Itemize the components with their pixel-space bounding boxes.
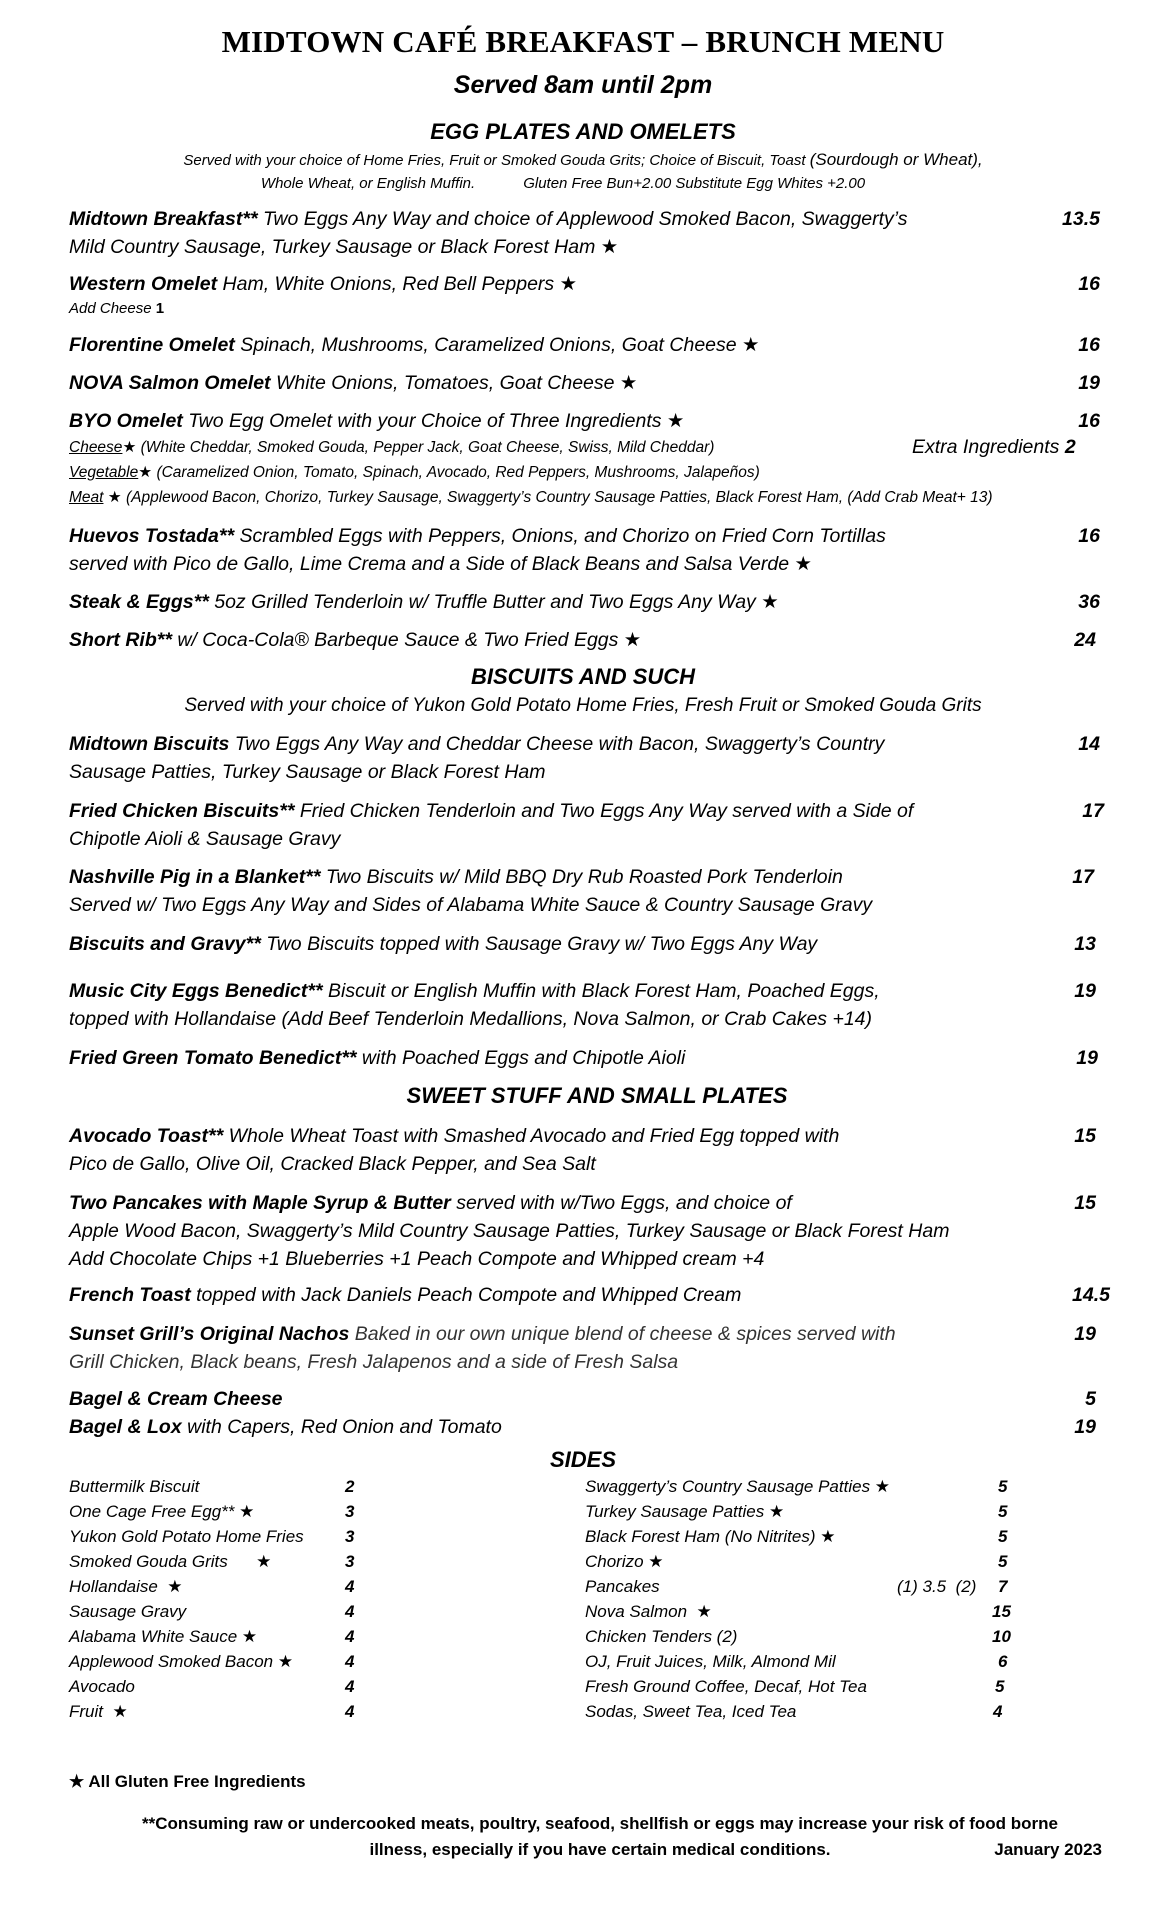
- side-price: 15: [992, 1602, 1011, 1621]
- side-item: Chicken Tenders (2): [585, 1627, 738, 1646]
- side-item: Buttermilk Biscuit: [69, 1477, 200, 1496]
- item-name: Florentine Omelet: [69, 334, 235, 356]
- side-price: 3: [345, 1502, 355, 1521]
- item-price: 24: [1074, 629, 1096, 651]
- menu-item: [69, 522, 1029, 578]
- side-item: Black Forest Ham (No Nitrites) ★: [585, 1527, 836, 1546]
- addon-price: 1: [155, 300, 165, 317]
- item-price: 14.5: [1072, 1284, 1110, 1306]
- item-name: Biscuits and Gravy**: [69, 933, 261, 955]
- byo-cheese-options: [69, 438, 714, 458]
- menu-item: [69, 205, 1029, 261]
- add-cheese-note: [69, 299, 1029, 319]
- menu-item: [69, 1122, 1029, 1178]
- item-desc: topped with Jack Daniels Peach Compote and Whipped Cream: [190, 1284, 742, 1306]
- item-price: 17: [1072, 866, 1094, 888]
- side-item: Fruit ★: [69, 1702, 128, 1721]
- item-price: 5: [1085, 1388, 1096, 1410]
- side-price: 5: [998, 1527, 1008, 1546]
- disclaimer-line: illness, especially if you have certain medical conditions.: [369, 1840, 831, 1859]
- item-desc: Chipotle Aioli & Sausage Gravy: [69, 828, 341, 850]
- menu-item: [69, 1189, 1029, 1273]
- gluten-free-note: ★ All Gluten Free Ingredients: [69, 1772, 306, 1791]
- item-desc: with Poached Eggs and Chipotle Aioli: [356, 1047, 686, 1069]
- side-item: Avocado: [69, 1677, 135, 1696]
- item-name: NOVA Salmon Omelet: [69, 372, 271, 394]
- section-title-egg-plates: EGG PLATES AND OMELETS: [430, 119, 736, 144]
- item-name: Bagel & Cream Cheese: [69, 1388, 283, 1410]
- menu-item: [69, 1385, 1029, 1413]
- side-item: Applewood Smoked Bacon ★: [69, 1652, 294, 1671]
- item-name: Short Rib**: [69, 629, 172, 651]
- item-price: 15: [1074, 1192, 1096, 1214]
- menu-item: [69, 730, 1029, 786]
- side-item: Nova Salmon ★: [585, 1602, 712, 1621]
- item-desc: Two Biscuits w/ Mild BBQ Dry Rub Roasted Pork Tenderloin: [320, 866, 843, 888]
- side-item: Chorizo ★: [585, 1552, 664, 1571]
- item-price: 19: [1078, 372, 1100, 394]
- side-price: 4: [993, 1702, 1003, 1721]
- menu-item: [69, 588, 1029, 616]
- egg-plates-note-part: Gluten Free Bun+2.00 Substitute Egg Whites +2.00: [523, 175, 866, 192]
- raw-food-disclaimer: [100, 1811, 1100, 1863]
- side-price: 5: [998, 1502, 1008, 1521]
- served-hours: Served 8am until 2pm: [453, 71, 713, 99]
- menu-item: [69, 1044, 1029, 1072]
- option-text: ★ (Applewood Bacon, Chorizo, Turkey Sausage, Swaggerty’s Country Sausage Patties, Black Forest Ham, (Add Crab Meat+ 13): [103, 489, 993, 506]
- side-item: Fresh Ground Coffee, Decaf, Hot Tea: [585, 1677, 867, 1696]
- menu-item: [69, 270, 1029, 298]
- side-item: Swaggerty’s Country Sausage Patties ★: [585, 1477, 891, 1496]
- pancake-counts: (1) 3.5 (2): [897, 1577, 977, 1596]
- item-name: French Toast: [69, 1284, 191, 1306]
- side-item: OJ, Fruit Juices, Milk, Almond Mil: [585, 1652, 836, 1671]
- item-price: 19: [1074, 1416, 1096, 1438]
- side-price: 5: [998, 1477, 1008, 1496]
- item-price: 19: [1074, 980, 1096, 1002]
- side-item: Pancakes: [585, 1577, 660, 1596]
- item-name: Nashville Pig in a Blanket**: [69, 866, 321, 888]
- option-text: ★ (White Cheddar, Smoked Gouda, Pepper Jack, Goat Cheese, Swiss, Mild Cheddar): [122, 439, 715, 456]
- item-desc: Biscuit or English Muffin with Black Forest Ham, Poached Eggs,: [322, 980, 880, 1002]
- side-item: Yukon Gold Potato Home Fries: [69, 1527, 304, 1546]
- item-price: 19: [1074, 1323, 1096, 1345]
- item-desc: Scrambled Eggs with Peppers, Onions, and Chorizo on Fried Corn Tortillas: [234, 525, 886, 547]
- item-name: Midtown Biscuits: [69, 733, 230, 755]
- menu-item: [69, 863, 1029, 919]
- item-desc: Whole Wheat Toast with Smashed Avocado and Fried Egg topped with: [223, 1125, 840, 1147]
- item-desc: Two Egg Omelet with your Choice of Three Ingredients ★: [182, 410, 685, 432]
- item-price: 14: [1078, 733, 1100, 755]
- egg-plates-note-part: (Sourdough or Wheat),: [809, 150, 983, 169]
- side-price: 4: [345, 1702, 355, 1721]
- extra-ingredients: [912, 435, 1076, 459]
- item-price: 16: [1078, 410, 1100, 432]
- item-price: 16: [1078, 525, 1100, 547]
- side-item: Sodas, Sweet Tea, Iced Tea: [585, 1702, 797, 1721]
- item-price: 15: [1074, 1125, 1096, 1147]
- item-name: Fried Green Tomato Benedict**: [69, 1047, 357, 1069]
- item-name: Midtown Breakfast**: [69, 208, 258, 230]
- item-desc: Two Eggs Any Way and choice of Applewood Smoked Bacon, Swaggerty’s: [257, 208, 908, 230]
- item-desc: Add Chocolate Chips +1 Blueberries +1 Peach Compote and Whipped cream +4: [69, 1248, 765, 1270]
- section-title-sides: SIDES: [549, 1447, 617, 1472]
- item-name: Bagel & Lox: [69, 1416, 182, 1438]
- byo-vegetable-options: [69, 463, 760, 483]
- side-item: Sausage Gravy: [69, 1602, 187, 1621]
- side-price: 6: [998, 1652, 1008, 1671]
- option-label: Cheese: [69, 439, 123, 456]
- item-price: 17: [1082, 800, 1104, 822]
- extra-price: 2: [1064, 436, 1076, 458]
- menu-item: [69, 331, 1029, 359]
- side-price: 3: [345, 1527, 355, 1546]
- item-desc: White Onions, Tomatoes, Goat Cheese ★: [270, 372, 638, 394]
- egg-plates-note-part: Whole Wheat, or English Muffin.: [260, 175, 476, 192]
- side-price: 5: [998, 1552, 1008, 1571]
- menu-item: [69, 626, 1029, 654]
- item-price: 13: [1074, 933, 1096, 955]
- item-desc: topped with Hollandaise (Add Beef Tenderloin Medallions, Nova Salmon, or Crab Cakes +14): [69, 1008, 873, 1030]
- section-title-biscuits: BISCUITS AND SUCH: [470, 664, 696, 689]
- side-price: 4: [345, 1677, 355, 1696]
- egg-plates-note-line2: [0, 171, 1166, 197]
- item-name: Avocado Toast**: [69, 1125, 224, 1147]
- item-name: Music City Eggs Benedict**: [69, 980, 323, 1002]
- item-desc: Two Biscuits topped with Sausage Gravy w/ Two Eggs Any Way: [260, 933, 818, 955]
- option-label: Meat: [69, 489, 104, 506]
- item-desc: Served w/ Two Eggs Any Way and Sides of Alabama White Sauce & Country Sausage Gravy: [69, 894, 873, 916]
- item-desc: Fried Chicken Tenderloin and Two Eggs Any Way served with a Side of: [294, 800, 914, 822]
- disclaimer-line: **Consuming raw or undercooked meats, poultry, seafood, shellfish or eggs may increase your risk of food borne: [142, 1814, 1058, 1833]
- side-price: 2: [345, 1477, 355, 1496]
- biscuits-note: Served with your choice of Yukon Gold Potato Home Fries, Fresh Fruit or Smoked Gouda Grits: [184, 695, 982, 716]
- item-desc: with Capers, Red Onion and Tomato: [181, 1416, 502, 1438]
- menu-item: [69, 977, 1029, 1033]
- item-desc: Pico de Gallo, Olive Oil, Cracked Black Pepper, and Sea Salt: [69, 1153, 596, 1175]
- item-desc: Baked in our own unique blend of cheese & spices served with: [349, 1323, 896, 1345]
- item-name: Steak & Eggs**: [69, 591, 209, 613]
- menu-item: [69, 1320, 1029, 1376]
- item-desc: Grill Chicken, Black beans, Fresh Jalapenos and a side of Fresh Salsa: [69, 1351, 679, 1373]
- item-name: BYO Omelet: [69, 410, 183, 432]
- side-price: 10: [992, 1627, 1011, 1646]
- option-label: Vegetable: [69, 464, 139, 481]
- side-price: 4: [345, 1602, 355, 1621]
- addon-label: Add Cheese: [69, 300, 156, 317]
- item-desc: Apple Wood Bacon, Swaggerty’s Mild Country Sausage Patties, Turkey Sausage or Black Forest Ham: [69, 1220, 950, 1242]
- menu-item: [69, 1413, 1029, 1441]
- item-price: 36: [1078, 591, 1100, 613]
- item-desc: Two Eggs Any Way and Cheddar Cheese with Bacon, Swaggerty’s Country: [229, 733, 885, 755]
- side-item: One Cage Free Egg** ★: [69, 1502, 255, 1521]
- side-item: Hollandaise ★: [69, 1577, 183, 1596]
- menu-date: January 2023: [994, 1840, 1102, 1859]
- menu-item: [69, 369, 1029, 397]
- byo-meat-options: [69, 488, 993, 508]
- item-desc: Spinach, Mushrooms, Caramelized Onions, Goat Cheese ★: [234, 334, 760, 356]
- side-price: 5: [995, 1677, 1005, 1696]
- side-price: 3: [345, 1552, 355, 1571]
- extra-label: Extra Ingredients: [912, 436, 1065, 458]
- item-name: Huevos Tostada**: [69, 525, 235, 547]
- item-desc: Mild Country Sausage, Turkey Sausage or Black Forest Ham ★: [69, 236, 619, 258]
- item-desc: served with w/Two Eggs, and choice of: [450, 1192, 792, 1214]
- item-desc: 5oz Grilled Tenderloin w/ Truffle Butter and Two Eggs Any Way ★: [208, 591, 779, 613]
- item-name: Two Pancakes with Maple Syrup & Butter: [69, 1192, 451, 1214]
- side-item: Turkey Sausage Patties ★: [585, 1502, 785, 1521]
- side-price: 4: [345, 1652, 355, 1671]
- item-name: Western Omelet: [69, 273, 218, 295]
- side-price: 4: [345, 1577, 355, 1596]
- item-price: 16: [1078, 334, 1100, 356]
- menu-item: [69, 930, 1029, 958]
- menu-item: [69, 407, 1029, 435]
- side-item: Smoked Gouda Grits ★: [69, 1552, 272, 1571]
- item-name: Sunset Grill’s Original Nachos: [69, 1323, 350, 1345]
- egg-plates-note-line1: [0, 147, 1166, 174]
- item-desc: w/ Coca-Cola® Barbeque Sauce & Two Fried Eggs ★: [171, 629, 642, 651]
- item-price: 19: [1076, 1047, 1098, 1069]
- item-desc: Sausage Patties, Turkey Sausage or Black Forest Ham: [69, 761, 546, 783]
- menu-title: MIDTOWN CAFÉ BREAKFAST – BRUNCH MENU: [221, 24, 945, 59]
- item-desc: served with Pico de Gallo, Lime Crema and a Side of Black Beans and Salsa Verde ★: [69, 553, 812, 575]
- item-desc: Ham, White Onions, Red Bell Peppers ★: [217, 273, 578, 295]
- side-item: Alabama White Sauce ★: [69, 1627, 258, 1646]
- item-name: Fried Chicken Biscuits**: [69, 800, 295, 822]
- egg-plates-note-part: Served with your choice of Home Fries, Fruit or Smoked Gouda Grits; Choice of Biscuit, Toast: [183, 152, 810, 169]
- side-price: 4: [345, 1627, 355, 1646]
- item-price: 16: [1078, 273, 1100, 295]
- item-price: 13.5: [1062, 208, 1100, 230]
- section-title-sweet-stuff: SWEET STUFF AND SMALL PLATES: [406, 1083, 788, 1108]
- menu-item: [69, 1281, 1029, 1309]
- menu-item: [69, 797, 1029, 853]
- side-price: 7: [998, 1577, 1008, 1596]
- option-text: ★ (Caramelized Onion, Tomato, Spinach, Avocado, Red Peppers, Mushrooms, Jalapeños): [138, 464, 760, 481]
